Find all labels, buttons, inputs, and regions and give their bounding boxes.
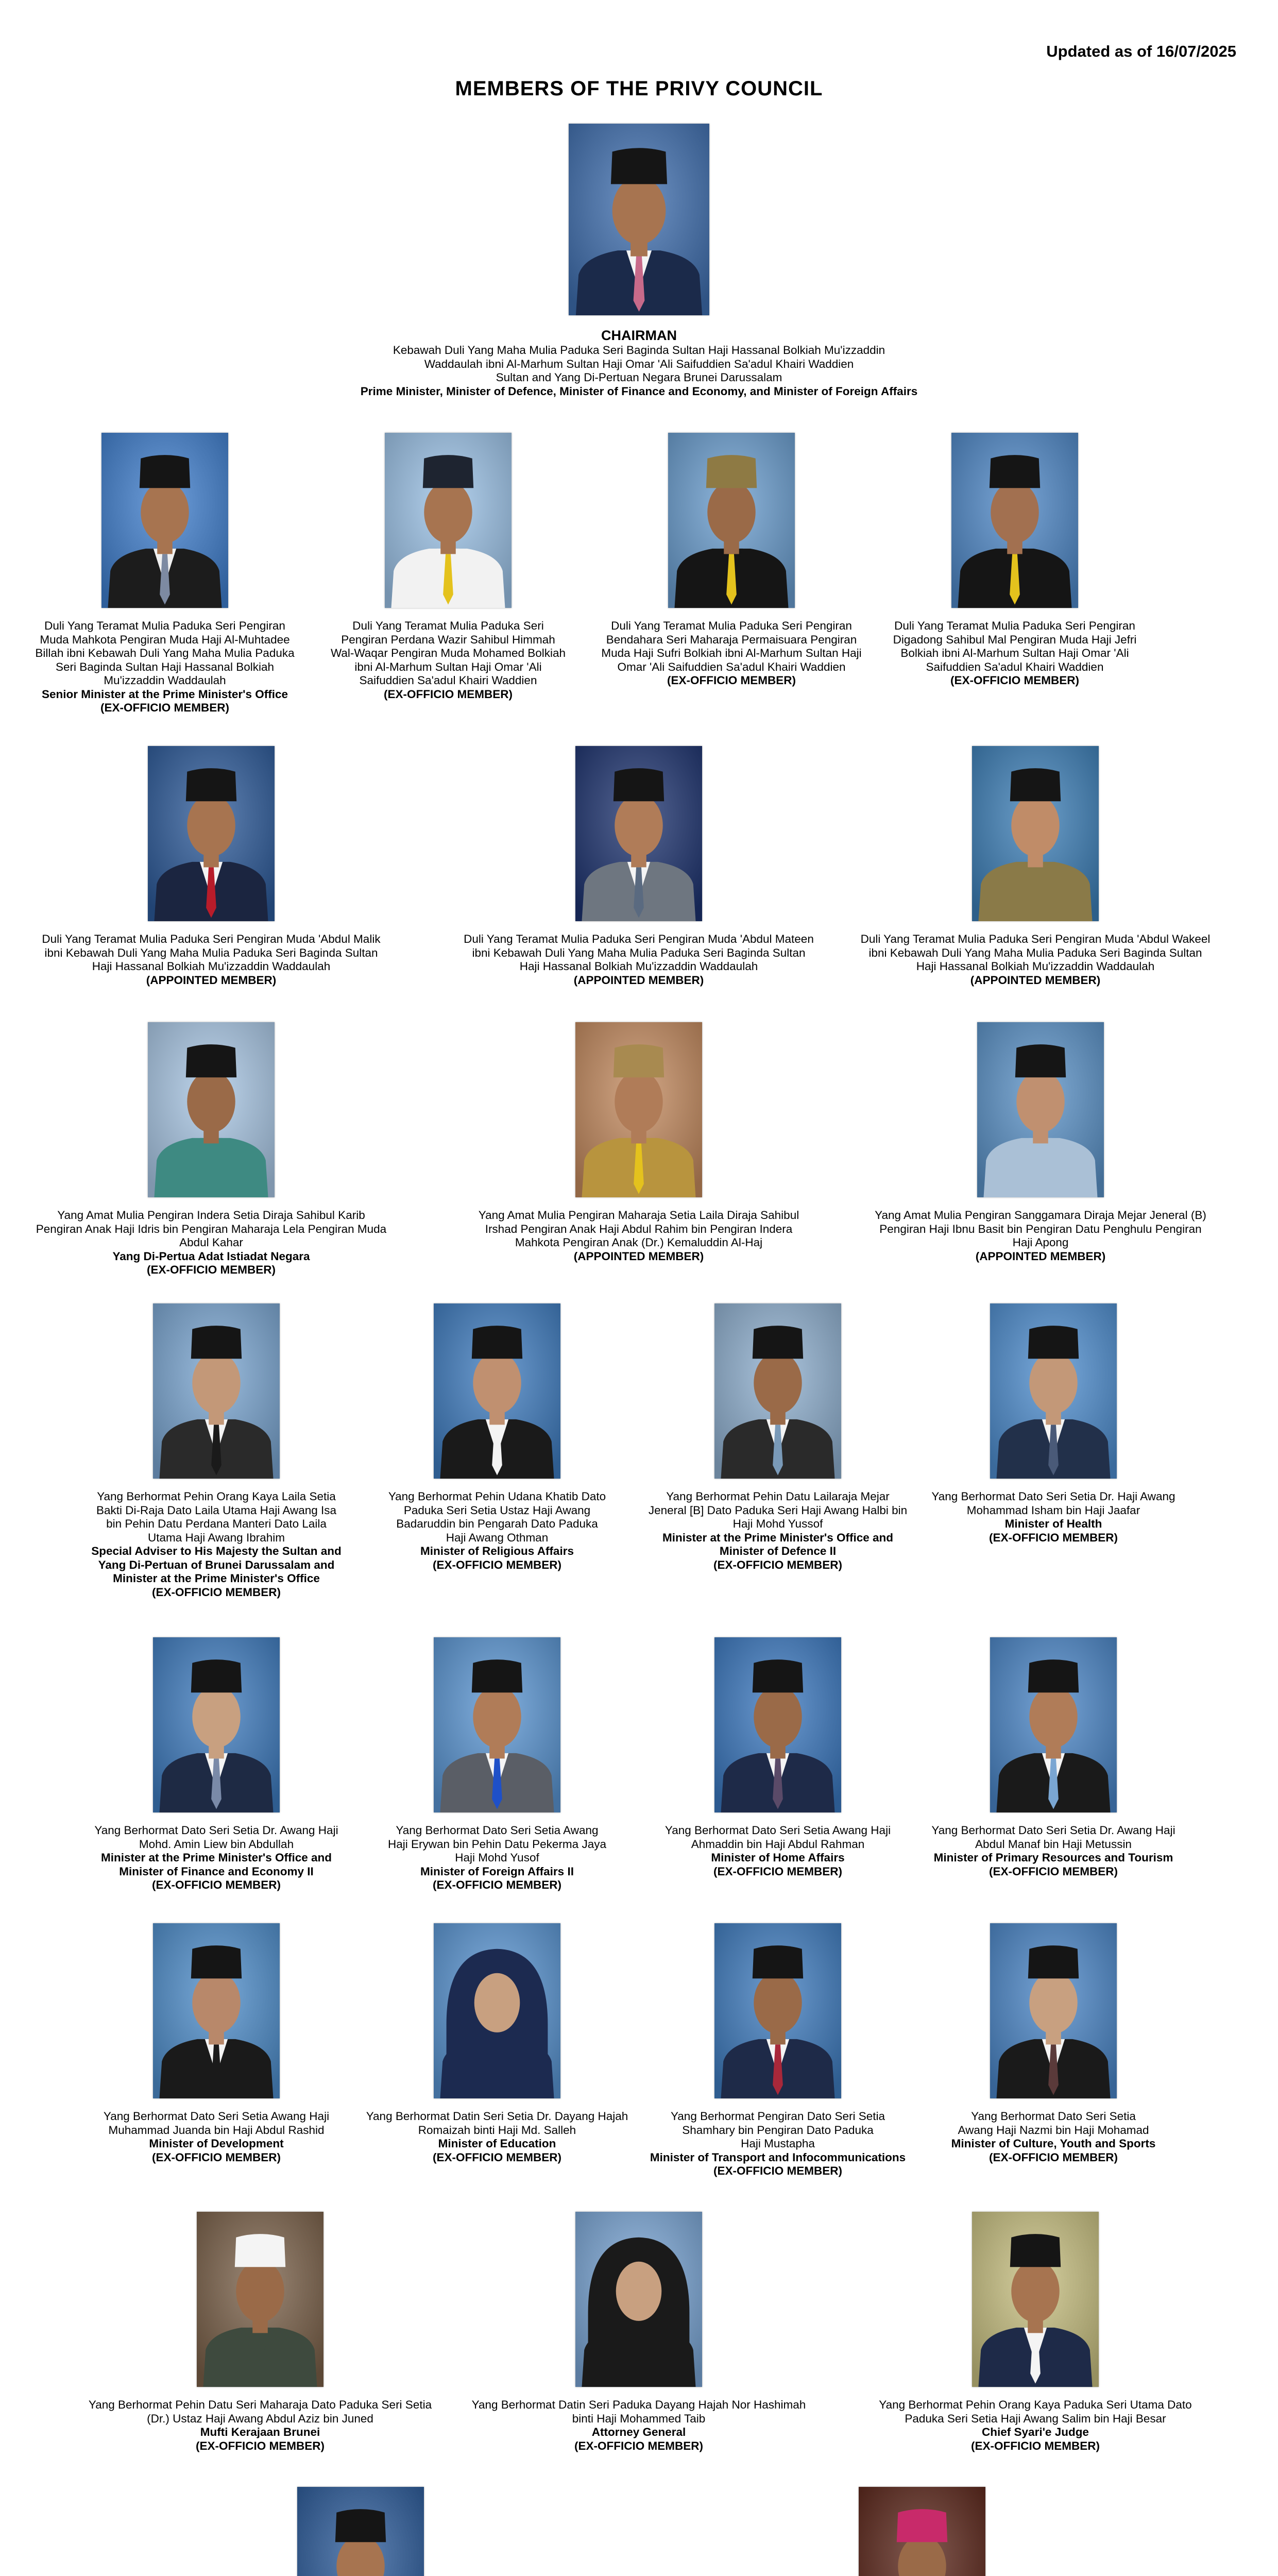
- member-caption: [458, 933, 819, 987]
- member-caption: [855, 933, 1216, 987]
- member-status: (EX-OFFICIO MEMBER): [152, 1585, 281, 1599]
- member-portrait: [972, 2212, 1099, 2387]
- member-name-line: Pengiran Perdana Wazir Sahibul Himmah: [341, 633, 555, 646]
- member-name-line: bin Pehin Datu Perdana Manteri Dato Laila: [106, 1517, 327, 1530]
- member-status: (EX-OFFICIO MEMBER): [971, 2439, 1100, 2452]
- member-name-line: Bendahara Seri Maharaja Permaisuara Pengiran: [606, 633, 857, 646]
- member-name-line: Paduka Seri Setia Ustaz Haji Awang: [403, 1503, 591, 1517]
- member-role: Minister at the Prime Minister's Office and: [662, 1531, 893, 1544]
- member-portrait: [575, 2212, 702, 2387]
- member-portrait: [951, 433, 1078, 608]
- member-caption: [353, 2110, 641, 2164]
- member-name-line: Yang Berhormat Pehin Datu Seri Maharaja Dato Paduka Seri Setia: [88, 2398, 432, 2411]
- member-name-line: Pengiran Haji Ibnu Basit bin Pengiran Datu Penghulu Pengiran: [879, 1222, 1202, 1235]
- member-portrait: [668, 433, 795, 608]
- member-name-line: Duli Yang Teramat Mulia Paduka Seri Pengiran: [611, 619, 852, 632]
- member-portrait: [575, 1022, 702, 1197]
- member-name-line: Haji Awang Othman: [446, 1531, 549, 1544]
- chairman-name-line: Sultan and Yang Di-Pertuan Negara Brunei Darussalam: [496, 371, 782, 384]
- chairman-label: CHAIRMAN: [601, 328, 677, 343]
- member-portrait: [101, 433, 228, 608]
- member-portrait: [714, 1923, 841, 2098]
- member-status: (APPOINTED MEMBER): [146, 973, 277, 987]
- member-name-line: Duli Yang Teramat Mulia Paduka Seri Pengiran Muda 'Abdul Mateen: [464, 933, 814, 945]
- member-role: Minister of Finance and Economy II: [119, 1865, 314, 1878]
- member-status: (APPOINTED MEMBER): [573, 1249, 704, 1263]
- member-status: (EX-OFFICIO MEMBER): [667, 674, 796, 687]
- member-caption: [639, 1824, 917, 1878]
- member-name-line: ibni Kebawah Duli Yang Maha Mulia Paduka Seri Baginda Sultan: [44, 946, 378, 959]
- member-portrait: [859, 2487, 985, 2576]
- member-photo: [153, 1923, 280, 2098]
- member-portrait: [434, 1303, 560, 1479]
- member-caption: [75, 2398, 446, 2453]
- member-name-line: Yang Berhormat Dato Seri Setia Awang Haji: [664, 1824, 891, 1837]
- member-photo: [990, 1637, 1117, 1812]
- member-name-line: ibni Kebawah Duli Yang Maha Mulia Paduka Seri Baginda Sultan: [472, 946, 806, 959]
- member-photo: [148, 746, 275, 921]
- member-status: (EX-OFFICIO MEMBER): [713, 1558, 842, 1571]
- member-role: Minister at the Prime Minister's Office: [113, 1572, 320, 1585]
- member-caption: [309, 619, 587, 701]
- member-photo: [972, 746, 1099, 921]
- member-role: Special Adviser to His Majesty the Sultan and: [91, 1545, 342, 1557]
- member-photo: [385, 433, 512, 608]
- member-role: Minister of Foreign Affairs II: [420, 1865, 574, 1878]
- member-portrait: [990, 1303, 1117, 1479]
- member-role: Minister at the Prime Minister's Office and: [101, 1851, 332, 1864]
- member-status: (EX-OFFICIO MEMBER): [433, 1558, 561, 1571]
- member-status: (EX-OFFICIO MEMBER): [433, 1878, 561, 1891]
- member-name-line: Muhammad Juanda bin Haji Abdul Rashid: [108, 2123, 325, 2137]
- member-caption: [358, 1490, 636, 1572]
- member-name-line: Digadong Sahibul Mal Pengiran Muda Haji Jefri: [893, 633, 1137, 646]
- member-caption: [914, 2110, 1192, 2164]
- member-name-line: Mu'izzaddin Waddaulah: [104, 674, 226, 687]
- member-status: (EX-OFFICIO MEMBER): [574, 2439, 703, 2452]
- member-name-line: Yang Berhormat Datin Seri Paduka Dayang Hajah Nor Hashimah: [471, 2398, 806, 2411]
- page-title: MEMBERS OF THE PRIVY COUNCIL: [455, 77, 823, 100]
- member-name-line: Duli Yang Teramat Mulia Paduka Seri Pengiran Muda 'Abdul Malik: [42, 933, 381, 945]
- member-portrait: [297, 2487, 424, 2576]
- member-caption: [31, 933, 391, 987]
- member-name-line: Shamhary bin Pengiran Dato Paduka: [682, 2123, 874, 2137]
- member-portrait: [977, 1022, 1104, 1197]
- member-photo: [977, 1022, 1104, 1197]
- member-caption: [639, 1490, 917, 1572]
- member-photo: [990, 1923, 1117, 2098]
- member-caption: [458, 1209, 819, 1263]
- member-name-line: Billah ibni Kebawah Duli Yang Maha Mulia Paduka: [35, 647, 295, 659]
- updated-date: Updated as of 16/07/2025: [1046, 42, 1236, 60]
- member-role: Minister of Defence II: [719, 1545, 837, 1557]
- member-name-line: Bakti Di-Raja Dato Laila Utama Haji Awang Isa: [96, 1503, 337, 1517]
- member-caption: [850, 2398, 1221, 2453]
- member-status: (EX-OFFICIO MEMBER): [147, 1263, 276, 1276]
- member-name-line: Jeneral [B] Dato Paduka Seri Haji Awang Halbi bin: [648, 1503, 908, 1517]
- member-name-line: Haji Hassanal Bolkiah Mu'izzaddin Waddaulah: [92, 960, 331, 973]
- member-role: Minister of Home Affairs: [711, 1851, 845, 1864]
- member-portrait: [153, 1303, 280, 1479]
- member-name-line: Ahmaddin bin Haji Abdul Rahman: [691, 1837, 865, 1851]
- member-role: Yang Di-Pertuan of Brunei Darussalam and: [98, 1558, 335, 1571]
- member-name-line: Yang Amat Mulia Pengiran Indera Setia Diraja Sahibul Karib: [57, 1209, 365, 1222]
- member-role: Minister of Culture, Youth and Sports: [951, 2137, 1156, 2150]
- member-photo: [714, 1303, 841, 1479]
- member-photo: [972, 2212, 1099, 2387]
- member-name-line: Haji Apong: [1012, 1236, 1069, 1249]
- member-portrait: [714, 1637, 841, 1812]
- member-status: (APPOINTED MEMBER): [970, 973, 1101, 987]
- member-role: Senior Minister at the Prime Minister's Office: [42, 687, 288, 701]
- member-photo: [575, 1022, 702, 1197]
- member-name-line: Muda Mahkota Pengiran Muda Haji Al-Muhtadee: [40, 633, 290, 646]
- member-photo: [297, 2487, 424, 2576]
- member-portrait: [714, 1303, 841, 1479]
- member-name-line: Yang Berhormat Pehin Orang Kaya Laila Setia: [97, 1490, 336, 1503]
- member-name-line: Yang Berhormat Dato Seri Setia: [971, 2110, 1136, 2123]
- member-portrait: [990, 1923, 1117, 2098]
- member-status: (EX-OFFICIO MEMBER): [989, 1865, 1118, 1878]
- member-name-line: Wal-Waqar Pengiran Muda Mohamed Bolkiah: [330, 647, 566, 659]
- member-name-line: Awang Haji Nazmi bin Haji Mohamad: [958, 2123, 1149, 2137]
- member-caption: [77, 1824, 355, 1892]
- member-portrait: [385, 433, 512, 608]
- member-role: Minister of Transport and Infocommunications: [650, 2150, 906, 2164]
- member-name-line: Omar 'Ali Saifuddien Sa'adul Khairi Waddien: [617, 660, 846, 673]
- member-name-line: Haji Hassanal Bolkiah Mu'izzaddin Waddaulah: [519, 960, 758, 973]
- member-caption: [26, 619, 304, 715]
- member-name-line: Yang Berhormat Dato Seri Setia Dr. Awang Haji: [931, 1824, 1175, 1837]
- member-caption: [358, 1824, 636, 1892]
- member-status: (EX-OFFICIO MEMBER): [989, 2150, 1118, 2164]
- member-photo: [714, 1637, 841, 1812]
- member-portrait: [990, 1637, 1117, 1812]
- member-portrait: [972, 746, 1099, 921]
- member-caption: [77, 2110, 355, 2164]
- member-photo: [575, 746, 702, 921]
- member-role: Attorney General: [591, 2426, 686, 2438]
- chairman-name-line: Kebawah Duli Yang Maha Mulia Paduka Seri Baginda Sultan Haji Hassanal Bolkiah Mu'izzaddin: [393, 344, 885, 357]
- member-photo: [434, 1303, 560, 1479]
- member-name-line: Haji Hassanal Bolkiah Mu'izzaddin Waddaulah: [916, 960, 1155, 973]
- member-name-line: Yang Berhormat Dato Seri Setia Dr. Haji Awang: [931, 1490, 1175, 1503]
- member-name-line: (Dr.) Ustaz Haji Awang Abdul Aziz bin Juned: [147, 2412, 373, 2425]
- member-caption: [876, 619, 1154, 688]
- member-name-line: Duli Yang Teramat Mulia Paduka Seri: [352, 619, 544, 632]
- member-role: Yang Di-Pertua Adat Istiadat Negara: [112, 1249, 310, 1263]
- member-name-line: Duli Yang Teramat Mulia Paduka Seri Pengiran Muda 'Abdul Wakeel: [860, 933, 1211, 945]
- member-name-line: Duli Yang Teramat Mulia Paduka Seri Pengiran: [44, 619, 285, 632]
- member-name-line: Saifuddien Sa'adul Khairi Waddien: [926, 660, 1104, 673]
- member-name-line: Abdul Kahar: [179, 1236, 243, 1249]
- member-name-line: Romaizah binti Haji Md. Salleh: [418, 2123, 576, 2137]
- member-status: (EX-OFFICIO MEMBER): [713, 2164, 842, 2177]
- member-portrait: [153, 1637, 280, 1812]
- member-name-line: Yang Berhormat Pehin Datu Lailaraja Mejar: [666, 1490, 890, 1503]
- chairman-portrait: [569, 124, 709, 315]
- member-name-line: Yang Berhormat Dato Seri Setia Dr. Awang Haji: [94, 1824, 338, 1837]
- member-role: Minister of Health: [1004, 1517, 1102, 1530]
- member-name-line: Seri Baginda Sultan Haji Hassanal Bolkiah: [56, 660, 274, 673]
- member-caption: [77, 1490, 355, 1599]
- member-portrait: [148, 746, 275, 921]
- member-status: (EX-OFFICIO MEMBER): [152, 1878, 281, 1891]
- member-name-line: Haji Mustapha: [741, 2137, 815, 2150]
- member-status: (EX-OFFICIO MEMBER): [384, 687, 513, 701]
- member-photo: [434, 1637, 560, 1812]
- member-name-line: Pengiran Anak Haji Idris bin Pengiran Maharaja Lela Pengiran Muda: [36, 1222, 387, 1235]
- member-name-line: Mahkota Pengiran Anak (Dr.) Kemaluddin Al-Haj: [515, 1236, 763, 1249]
- member-photo: [668, 433, 795, 608]
- member-photo: [148, 1022, 275, 1197]
- member-portrait: [575, 746, 702, 921]
- member-portrait: [153, 1923, 280, 2098]
- member-portrait: [434, 1923, 560, 2098]
- member-status: (EX-OFFICIO MEMBER): [989, 1531, 1118, 1544]
- member-name-line: Bolkiah ibni Al-Marhum Sultan Haji Omar 'Ali: [900, 647, 1129, 659]
- member-name-line: Haji Mohd Yusof: [455, 1851, 539, 1864]
- member-name-line: Haji Mohd Yussof: [732, 1517, 823, 1530]
- member-caption: [592, 619, 871, 688]
- member-caption: [860, 1209, 1221, 1263]
- member-name-line: Paduka Seri Setia Haji Awang Salim bin Haji Besar: [905, 2412, 1166, 2425]
- member-status: (EX-OFFICIO MEMBER): [950, 674, 1079, 687]
- member-name-line: Yang Amat Mulia Pengiran Sanggamara Diraja Mejar Jeneral (B): [875, 1209, 1206, 1222]
- member-name-line: Mohd. Amin Liew bin Abdullah: [139, 1837, 294, 1851]
- member-status: (EX-OFFICIO MEMBER): [713, 1865, 842, 1878]
- member-caption: [634, 2110, 922, 2178]
- member-caption: [453, 2398, 824, 2453]
- member-portrait: [434, 1637, 560, 1812]
- member-role: Minister of Primary Resources and Tourism: [933, 1851, 1173, 1864]
- member-name-line: Irshad Pengiran Anak Haji Abdul Rahim bin Pengiran Indera: [485, 1222, 793, 1235]
- chairman-caption: [0, 327, 1278, 398]
- member-photo: [575, 2212, 702, 2387]
- member-status: (EX-OFFICIO MEMBER): [152, 2150, 281, 2164]
- member-name-line: Yang Berhormat Dato Seri Setia Awang Haji: [103, 2110, 330, 2123]
- member-name-line: Yang Berhormat Pengiran Dato Seri Setia: [670, 2110, 885, 2123]
- member-role: Minister of Religious Affairs: [420, 1545, 574, 1557]
- member-status: (APPOINTED MEMBER): [975, 1249, 1106, 1263]
- member-photo: [714, 1923, 841, 2098]
- member-caption: [914, 1490, 1192, 1545]
- member-photo: [434, 1923, 560, 2098]
- member-name-line: Yang Berhormat Datin Seri Setia Dr. Dayang Hajah: [366, 2110, 628, 2123]
- member-role: Chief Syari'e Judge: [982, 2426, 1089, 2438]
- member-portrait: [148, 1022, 275, 1197]
- member-portrait: [197, 2212, 323, 2387]
- member-photo: [859, 2487, 985, 2576]
- member-name-line: Haji Erywan bin Pehin Datu Pekerma Jaya: [388, 1837, 606, 1851]
- member-name-line: Yang Berhormat Dato Seri Setia Awang: [396, 1824, 599, 1837]
- member-role: Mufti Kerajaan Brunei: [200, 2426, 320, 2438]
- member-role: Minister of Education: [438, 2137, 556, 2150]
- chairman-role: Prime Minister, Minister of Defence, Minister of Finance and Economy, and Minister of Foreign Affairs: [360, 384, 918, 398]
- member-name-line: Muda Haji Sufri Bolkiah ibni Al-Marhum Sultan Haji: [601, 647, 862, 659]
- member-photo: [197, 2212, 323, 2387]
- chairman-photo: [569, 124, 709, 315]
- member-caption: [914, 1824, 1192, 1878]
- member-name-line: Abdul Manaf bin Haji Metussin: [975, 1837, 1132, 1851]
- member-name-line: Duli Yang Teramat Mulia Paduka Seri Pengiran: [894, 619, 1135, 632]
- member-photo: [101, 433, 228, 608]
- member-caption: [31, 1209, 391, 1277]
- member-name-line: Badaruddin bin Pengarah Dato Paduka: [396, 1517, 598, 1530]
- member-name-line: Saifuddien Sa'adul Khairi Waddien: [359, 674, 537, 687]
- member-status: (APPOINTED MEMBER): [573, 973, 704, 987]
- member-photo: [153, 1303, 280, 1479]
- chairman-name-line: Waddaulah ibni Al-Marhum Sultan Haji Omar 'Ali Saifuddien Sa'adul Khairi Waddien: [424, 357, 854, 370]
- member-name-line: Mohammad Isham bin Haji Jaafar: [966, 1503, 1140, 1517]
- member-status: (EX-OFFICIO MEMBER): [100, 701, 229, 714]
- member-name-line: ibni Kebawah Duli Yang Maha Mulia Paduka Seri Baginda Sultan: [868, 946, 1202, 959]
- member-photo: [990, 1303, 1117, 1479]
- member-status: (EX-OFFICIO MEMBER): [433, 2150, 561, 2164]
- member-photo: [153, 1637, 280, 1812]
- member-name-line: Yang Berhormat Pehin Udana Khatib Dato: [388, 1490, 606, 1503]
- member-role: Minister of Development: [149, 2137, 284, 2150]
- member-name-line: Yang Berhormat Pehin Orang Kaya Paduka Seri Utama Dato: [879, 2398, 1192, 2411]
- member-name-line: Yang Amat Mulia Pengiran Maharaja Setia Laila Diraja Sahibul: [478, 1209, 799, 1222]
- member-status: (EX-OFFICIO MEMBER): [196, 2439, 325, 2452]
- member-name-line: ibni Al-Marhum Sultan Haji Omar 'Ali: [354, 660, 542, 673]
- member-name-line: binti Haji Mohammed Taib: [572, 2412, 706, 2425]
- member-name-line: Utama Haji Awang Ibrahim: [148, 1531, 285, 1544]
- member-photo: [951, 433, 1078, 608]
